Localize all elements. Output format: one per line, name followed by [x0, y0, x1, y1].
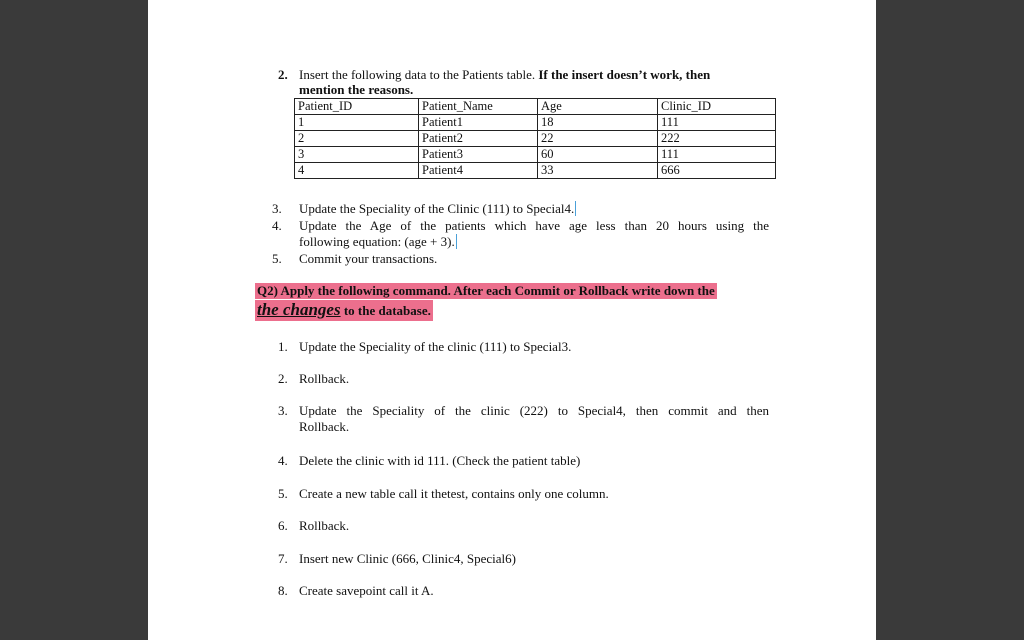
q2-heading-line-2 [255, 300, 433, 321]
table-cell: 33 [538, 163, 658, 179]
text-cursor [456, 234, 457, 249]
q1-item-2-text-c: mention the reasons. [299, 82, 414, 97]
text-cursor [575, 201, 576, 216]
q2-item-7-number: 7. [278, 551, 288, 566]
q2-item-4-text: Delete the clinic with id 111. (Check the patient table) [299, 453, 581, 468]
table-cell: 222 [658, 131, 776, 147]
table-cell: 666 [658, 163, 776, 179]
table-cell: Patient2 [419, 131, 538, 147]
q2-item-6-text: Rollback. [299, 518, 350, 533]
q1-item-5-text: Commit your transactions. [299, 251, 438, 266]
q2-item-5-text: Create a new table call it thetest, contains only one column. [299, 486, 609, 501]
table-header-cell: Patient_ID [295, 99, 419, 115]
q1-item-2-number: 2. [278, 67, 288, 82]
table-cell: 3 [295, 147, 419, 163]
q2-item-2-number: 2. [278, 371, 288, 386]
table-cell: 60 [538, 147, 658, 163]
q2-item-7-text: Insert new Clinic (666, Clinic4, Special6) [299, 551, 516, 566]
q2-item-2-text: Rollback. [299, 371, 350, 386]
table-header-cell: Age [538, 99, 658, 115]
table-cell: 2 [295, 131, 419, 147]
q1-item-4-number: 4. [272, 218, 282, 233]
q1-item-3-text: Update the Speciality of the Clinic (111) to Special4. [299, 201, 575, 216]
q2-item-4-number: 4. [278, 453, 288, 468]
q2-item-3-text: Update the Speciality of the clinic (222) to Special4, then commit and then [299, 403, 769, 418]
table-row [295, 115, 776, 131]
q2-item-8-text: Create savepoint call it A. [299, 583, 434, 598]
table-cell: Patient3 [419, 147, 538, 163]
q2-item-1-number: 1. [278, 339, 288, 354]
q1-item-2-text [299, 67, 710, 83]
table-row [295, 163, 776, 179]
table-cell: Patient1 [419, 115, 538, 131]
table-cell: 4 [295, 163, 419, 179]
q2-heading-rest: to the database. [340, 303, 431, 318]
q2-heading-emphasis: the changes [257, 300, 341, 319]
viewer-background-right [876, 0, 1024, 640]
patients-table [294, 98, 776, 179]
q1-item-2-text-b: If the insert doesn’t work, then [538, 67, 711, 82]
q2-item-6-number: 6. [278, 518, 288, 533]
q2-item-5-number: 5. [278, 486, 288, 501]
q1-item-2-text-a: Insert the following data to the Patients table. [299, 67, 536, 82]
table-header-cell: Patient_Name [419, 99, 538, 115]
q2-item-3-text2: Rollback. [299, 419, 350, 434]
q2-item-1-text: Update the Speciality of the clinic (111) to Special3. [299, 339, 572, 354]
q2-item-3-number: 3. [278, 403, 288, 418]
q1-item-4-text: Update the Age of the patients which have age less than 20 hours using the [299, 218, 769, 233]
table-cell: Patient4 [419, 163, 538, 179]
table-cell: 111 [658, 115, 776, 131]
q1-item-4-text2: following equation: (age + 3). [299, 234, 455, 249]
q1-item-5-number: 5. [272, 251, 282, 266]
q2-item-8-number: 8. [278, 583, 288, 598]
table-row [295, 131, 776, 147]
table-cell: 1 [295, 115, 419, 131]
table-header-cell: Clinic_ID [658, 99, 776, 115]
viewer-background-left [0, 0, 148, 640]
q1-item-3-number: 3. [272, 201, 282, 216]
table-cell: 111 [658, 147, 776, 163]
table-header-row [295, 99, 776, 115]
q2-heading-line-1: Q2) Apply the following command. After each Commit or Rollback write down the [257, 283, 715, 298]
table-row [295, 147, 776, 163]
q1-item-4 [299, 234, 457, 250]
table-cell: 22 [538, 131, 658, 147]
q1-item-3 [299, 201, 576, 217]
table-cell: 18 [538, 115, 658, 131]
